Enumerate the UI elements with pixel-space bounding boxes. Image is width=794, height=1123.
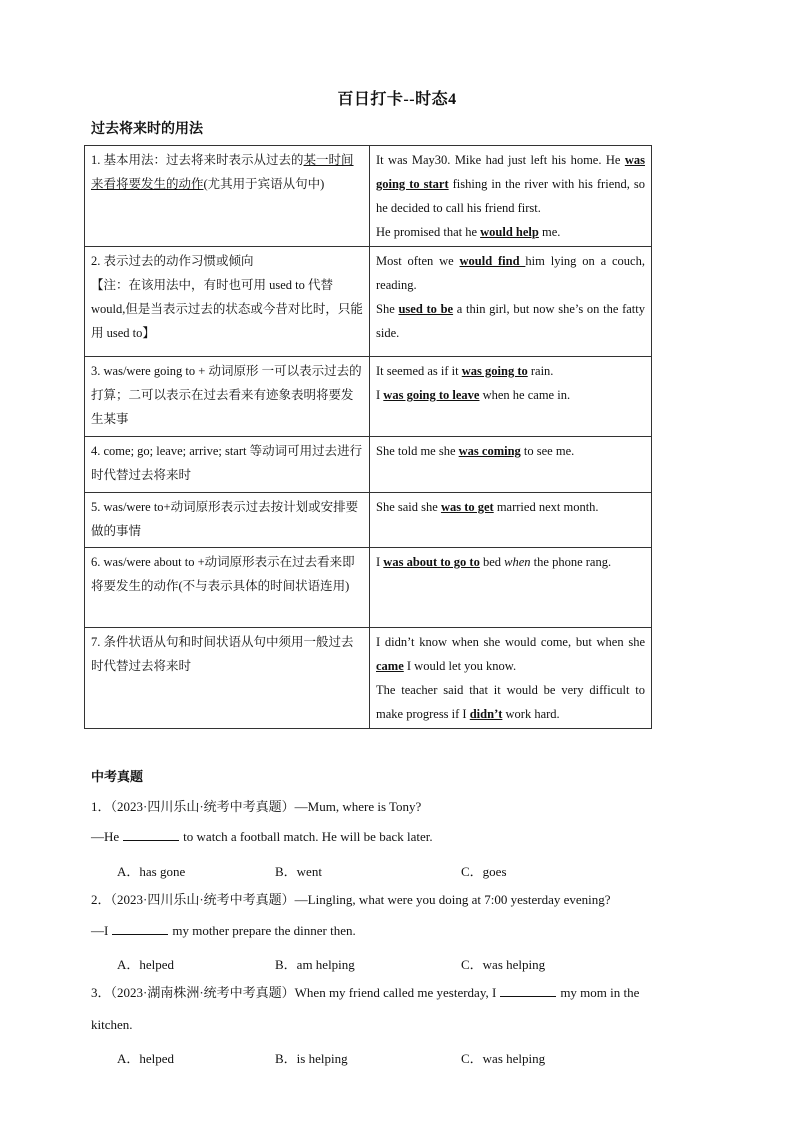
- question-stem: 3．（2023·湖南株洲·统考中考真题）When my friend called me yesterday, I my mom in the: [91, 985, 640, 1000]
- answer-blank[interactable]: [112, 922, 168, 935]
- table-row: [85, 628, 652, 729]
- option-b[interactable]: B．went: [275, 864, 322, 879]
- example-sentence: I didn’t know when she would come, but when she came I would let you know.: [376, 635, 645, 673]
- question-line: —He to watch a football match. He will be back later.: [91, 829, 433, 844]
- rule-cell: 1. 基本用法：过去将来时表示从过去的某一时间来看将要发生的动作(尤其用于宾语从句中): [85, 146, 370, 247]
- grammar-table: [84, 145, 652, 729]
- table-row: [85, 146, 652, 247]
- exam-heading: 中考真题: [91, 769, 144, 784]
- highlight-phrase: would help: [480, 225, 539, 239]
- highlight-phrase: was going to leave: [383, 388, 480, 402]
- example-cell: [370, 628, 652, 729]
- section-subtitle: 过去将来时的用法: [91, 122, 203, 137]
- example-sentence: She told me she was coming to see me.: [376, 444, 575, 458]
- highlight-phrase: was going to: [461, 364, 528, 378]
- example-sentence: It seemed as if it was going to rain.: [376, 364, 554, 378]
- page-title: 百日打卡--时态4: [337, 91, 457, 108]
- highlight-phrase: didn’t: [469, 707, 503, 721]
- example-cell: [370, 493, 652, 548]
- rule-cell: 7. 条件状语从句和时间状语从句中须用一般过去时代替过去将来时: [85, 628, 370, 729]
- option-a[interactable]: A．helped: [117, 957, 175, 972]
- highlight-phrase: was coming: [458, 444, 521, 458]
- table-row: [85, 548, 652, 628]
- question-stem: 1．（2023·四川乐山·统考中考真题）—Mum, where is Tony?: [91, 799, 422, 814]
- table-row: [85, 247, 652, 357]
- question-line: kitchen.: [91, 1017, 133, 1032]
- option-c[interactable]: C．was helping: [461, 1051, 546, 1066]
- table-row: [85, 493, 652, 548]
- example-cell: [370, 247, 652, 357]
- example-sentence: I was going to leave when he came in.: [376, 388, 571, 402]
- option-c[interactable]: C．was helping: [461, 957, 546, 972]
- answer-blank[interactable]: [500, 984, 556, 997]
- rule-cell: 2. 表示过去的动作习惯或倾向 【注：在该用法中，有时也可用 used to 代替 would,但是当表示过去的状态或今昔对比时，只能用 used to】: [85, 247, 370, 357]
- example-sentence: She used to be a thin girl, but now she’s on the fatty side.: [376, 302, 646, 340]
- rule-cell: 4. come; go; leave; arrive; start 等动词可用过去进行时代替过去将来时: [85, 437, 370, 493]
- highlight-phrase: was going to start: [376, 153, 645, 191]
- example-sentence: It was May30. Mike had just left his home. He was going to start fishing in the river with his friend, so he decided to call his friend first.: [376, 153, 645, 215]
- rule-cell: 3. was/were going to + 动词原形 一可以表示过去的打算；二可以表示在过去看来有迹象表明将要发生某事: [85, 357, 370, 437]
- example-cell: [370, 146, 652, 247]
- example-sentence: She said she was to get married next month.: [376, 500, 599, 514]
- example-cell: [370, 437, 652, 493]
- option-b[interactable]: B．is helping: [275, 1051, 348, 1066]
- example-cell: [370, 357, 652, 437]
- example-sentence: The teacher said that it would be very difficult to make progress if I didn’t work hard.: [376, 683, 645, 721]
- table-row: [85, 357, 652, 437]
- example-sentence: I was about to go to bed when the phone rang.: [376, 555, 612, 569]
- highlight-phrase: would find: [459, 254, 526, 268]
- example-cell: [370, 548, 652, 628]
- highlight-phrase: was about to go to: [383, 555, 480, 569]
- option-b[interactable]: B．am helping: [275, 957, 355, 972]
- highlight-phrase: used to be: [398, 302, 454, 316]
- rule-cell: 5. was/were to+动词原形表示过去按计划或安排要做的事情: [85, 493, 370, 548]
- option-a[interactable]: A．helped: [117, 1051, 175, 1066]
- example-sentence: He promised that he would help me.: [376, 225, 561, 239]
- example-sentence: Most often we would find him lying on a couch, reading.: [376, 254, 645, 292]
- rule-cell: 6. was/were about to +动词原形表示在过去看来即将要发生的动作(不与表示具体的时间状语连用): [85, 548, 370, 628]
- highlight-phrase: came: [376, 659, 404, 673]
- table-row: [85, 437, 652, 493]
- question-stem: 2．（2023·四川乐山·统考中考真题）—Lingling, what were you doing at 7:00 yesterday evening?: [91, 892, 611, 907]
- question-line: —I my mother prepare the dinner then.: [91, 923, 356, 938]
- option-a[interactable]: A．has gone: [117, 864, 186, 879]
- highlight-phrase: was to get: [440, 500, 494, 514]
- answer-blank[interactable]: [123, 828, 179, 841]
- option-c[interactable]: C．goes: [461, 864, 507, 879]
